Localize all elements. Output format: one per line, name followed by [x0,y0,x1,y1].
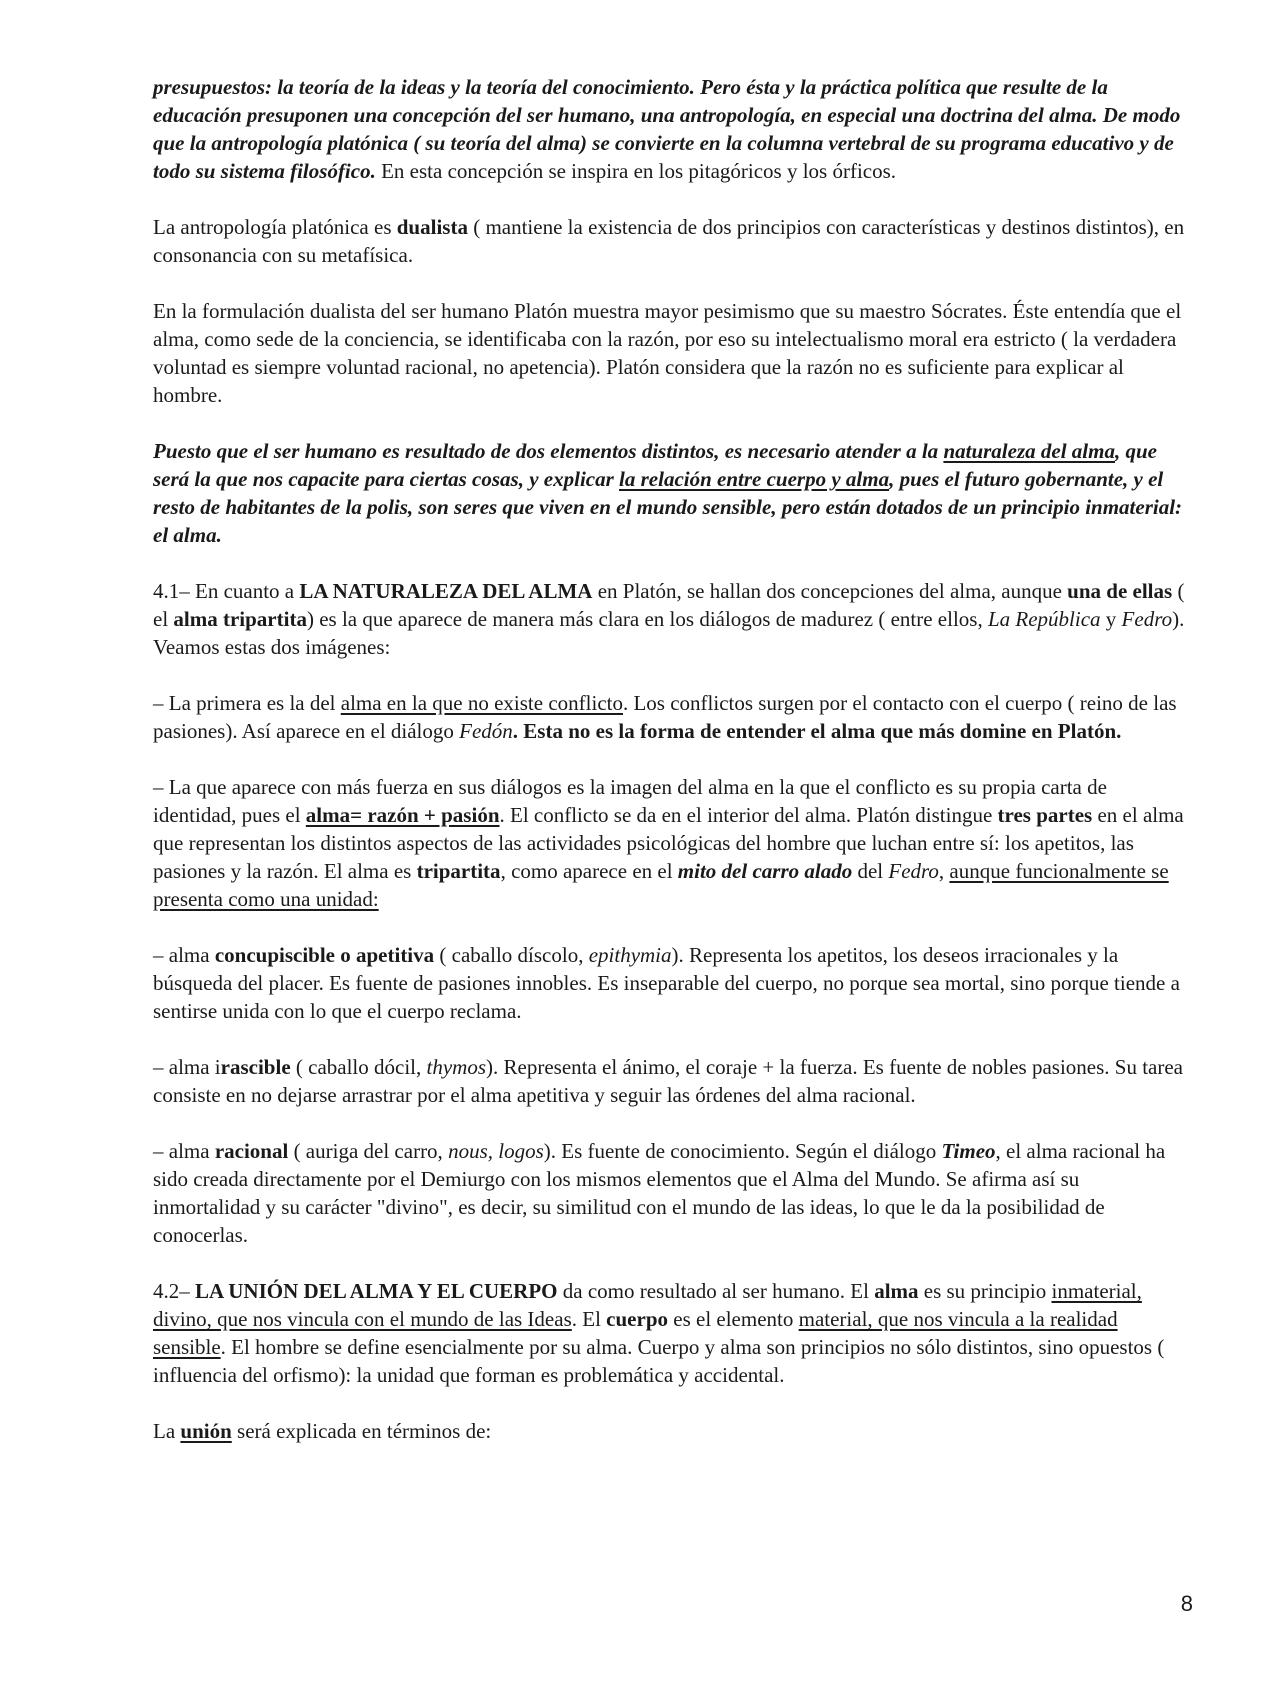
text-span: – alma i [153,1055,221,1079]
text-span: alma [874,1279,919,1303]
text-span: y [1100,607,1122,631]
text-span: , que será la que nos capacite para ciertas cosas, y explicar [153,439,1157,491]
text-span: En esta concepción se inspira en los pitagóricos y los órficos. [375,159,897,183]
paragraph-9 [153,1053,1188,1109]
page-number: 8 [1180,1591,1193,1616]
text-span: ( auriga del carro, [288,1139,449,1163]
text-span: , como aparece en el [500,859,678,883]
text-span: tripartita [416,859,501,883]
section-heading: LA NATURALEZA DEL ALMA [299,579,593,603]
text-span: . El conflicto se da en el interior del alma. Platón distingue [499,803,998,827]
paragraph-7 [153,773,1188,913]
paragraph-2 [153,213,1188,269]
text-span: nous, logos [448,1139,544,1163]
text-span: , [938,859,950,883]
text-span: Fedro [888,859,939,883]
text-span: unión [180,1419,232,1443]
text-span: – alma [153,943,215,967]
text-span: concupiscible o apetitiva [214,943,435,967]
text-span: . Esta no es la forma de entender el alma que más domine en Platón. [512,719,1122,743]
text-span: . El hombre se define esencialmente por su alma. Cuerpo y alma son principios no sólo distintos, sino opuestos ( influencia del orfismo): la unidad que forman es problemática y accidental. [153,1335,1165,1387]
text-span: Fedro [1121,607,1173,631]
text-span: – La que aparece con más fuerza en sus diálogos es la imagen del alma en la que el conflicto es su propia carta de identidad, pues el [153,775,1107,827]
text-span: 4.2– [153,1279,195,1303]
text-span: alma tripartita [173,607,307,631]
text-span: La antropología platónica es [153,215,397,239]
text-span: epithymia [588,943,672,967]
paragraph-3 [153,297,1188,409]
paragraph-5 [153,577,1188,661]
text-span: ). Representa los apetitos, los deseos irracionales y la búsqueda del placer. Es fuente de pasiones innobles. Es inseparable del cuerpo, no porque sea mortal, sino porque tiende a sentirse unida con lo que el cuerpo reclama. [153,943,1180,1023]
paragraph-10 [153,1137,1188,1249]
text-span: será explicada en términos de: [231,1419,492,1443]
text-span: 4.1– En cuanto a [153,579,300,603]
section-heading: LA UNIÓN DEL ALMA Y EL CUERPO [195,1279,558,1303]
text-span: ). Veamos estas dos imágenes: [153,607,1185,659]
text-span: En la formulación dualista del ser humano Platón muestra mayor pesimismo que su maestro Sócrates. Éste entendía que el alma, como sede de la conciencia, se identificaba con la razón, por eso su intelectualismo moral era estricto ( la verdadera voluntad es siempre voluntad racional, no apetencia). Platón considera que la razón no es suficiente para explicar al hombre. [153,299,1182,407]
text-span: rascible [220,1055,291,1079]
text-span: en Platón, se hallan dos concepciones del alma, aunque [592,579,1068,603]
paragraph-6 [153,689,1188,745]
text-span: La República [987,607,1101,631]
page-body [153,73,1188,1473]
text-span: da como resultado al ser humano. El [557,1279,875,1303]
text-span: material, que nos vincula a la realidad sensible [153,1307,1118,1359]
text-span: . Los conflictos surgen por el contacto con el cuerpo ( reino de las pasiones). Así aparece en el diálogo [153,691,1177,743]
text-span: . El [571,1307,607,1331]
text-span: – alma [153,1139,215,1163]
text-span: es el elemento [668,1307,799,1331]
text-span: tres partes [997,803,1093,827]
text-span: alma en la que no existe conflicto [340,691,623,715]
paragraph-11 [153,1277,1188,1389]
text-span: Puesto que el ser humano es resultado de dos elementos distintos, es necesario atender a la [153,439,944,463]
text-span: presupuestos: la teoría de la ideas y la teoría del conocimiento. Pero ésta y la práctica política que resulte de la educación presuponen una concepción del ser humano, una antropología, en especial una doctrina del alma [153,75,1108,127]
text-span: – La primera es la del [153,691,341,715]
text-span: la relación entre cuerpo y alma [619,467,890,491]
text-span: . De modo que la antropología platónica ( su teoría del alma) se convierte en la columna vertebral de su programa educativo y de todo su sistema filosófico. [153,103,1181,183]
text-span: Timeo [941,1139,996,1163]
text-span: ). Es fuente de conocimiento. Según el diálogo [543,1139,942,1163]
text-span: una de ellas [1067,579,1173,603]
paragraph-12 [153,1417,1188,1445]
text-span: , pues el futuro gobernante, y el resto de habitantes de la polis, son seres que viven en el mundo sensible, pero están dotados de un principio inmaterial: el alma. [153,467,1183,547]
text-span: del [852,859,889,883]
text-span: ( caballo díscolo, [434,943,589,967]
paragraph-4 [153,437,1188,549]
text-span: Fedón [459,719,513,743]
text-span: ). Representa el ánimo, el coraje + la fuerza. Es fuente de nobles pasiones. Su tarea consiste en no dejarse arrastrar por el alma apetitiva y seguir las órdenes del alma racional. [153,1055,1183,1107]
text-span: , el alma racional ha sido creada directamente por el Demiurgo con los mismos elementos que el Alma del Mundo. Se afirma así su inmortalidad y su carácter "divino", es decir, su similitud con el mundo de las ideas, lo que le da la posibilidad de conocerlas. [153,1139,1166,1247]
text-span: naturaleza del alma [943,439,1115,463]
text-span: en el alma que representan los distintos aspectos de las actividades psicológicas del hombre que luchan entre sí: los apetitos, las pasiones y la razón. El alma es [153,803,1184,883]
text-span: es su principio [918,1279,1052,1303]
text-span: dualista [396,215,468,239]
text-span: thymos [426,1055,487,1079]
text-span: La [153,1419,181,1443]
text-span: aunque funcionalmente se presenta como una unidad: [153,859,1169,911]
paragraph-1 [153,73,1188,185]
text-span: ) es la que aparece de manera más clara en los diálogos de madurez ( entre ellos, [306,607,988,631]
paragraph-8 [153,941,1188,1025]
text-span: ( caballo dócil, [290,1055,427,1079]
text-span: cuerpo [606,1307,668,1331]
text-span: ( el [153,579,1185,631]
text-span: inmaterial, divino, que nos vincula con el mundo de las Ideas [153,1279,1142,1331]
text-span: racional [214,1139,289,1163]
text-span: alma= razón + pasión [305,803,500,827]
text-span: ( mantiene la existencia de dos principios con características y destinos distintos), en consonancia con su metafísica. [153,215,1185,267]
text-span: mito del carro alado [677,859,853,883]
